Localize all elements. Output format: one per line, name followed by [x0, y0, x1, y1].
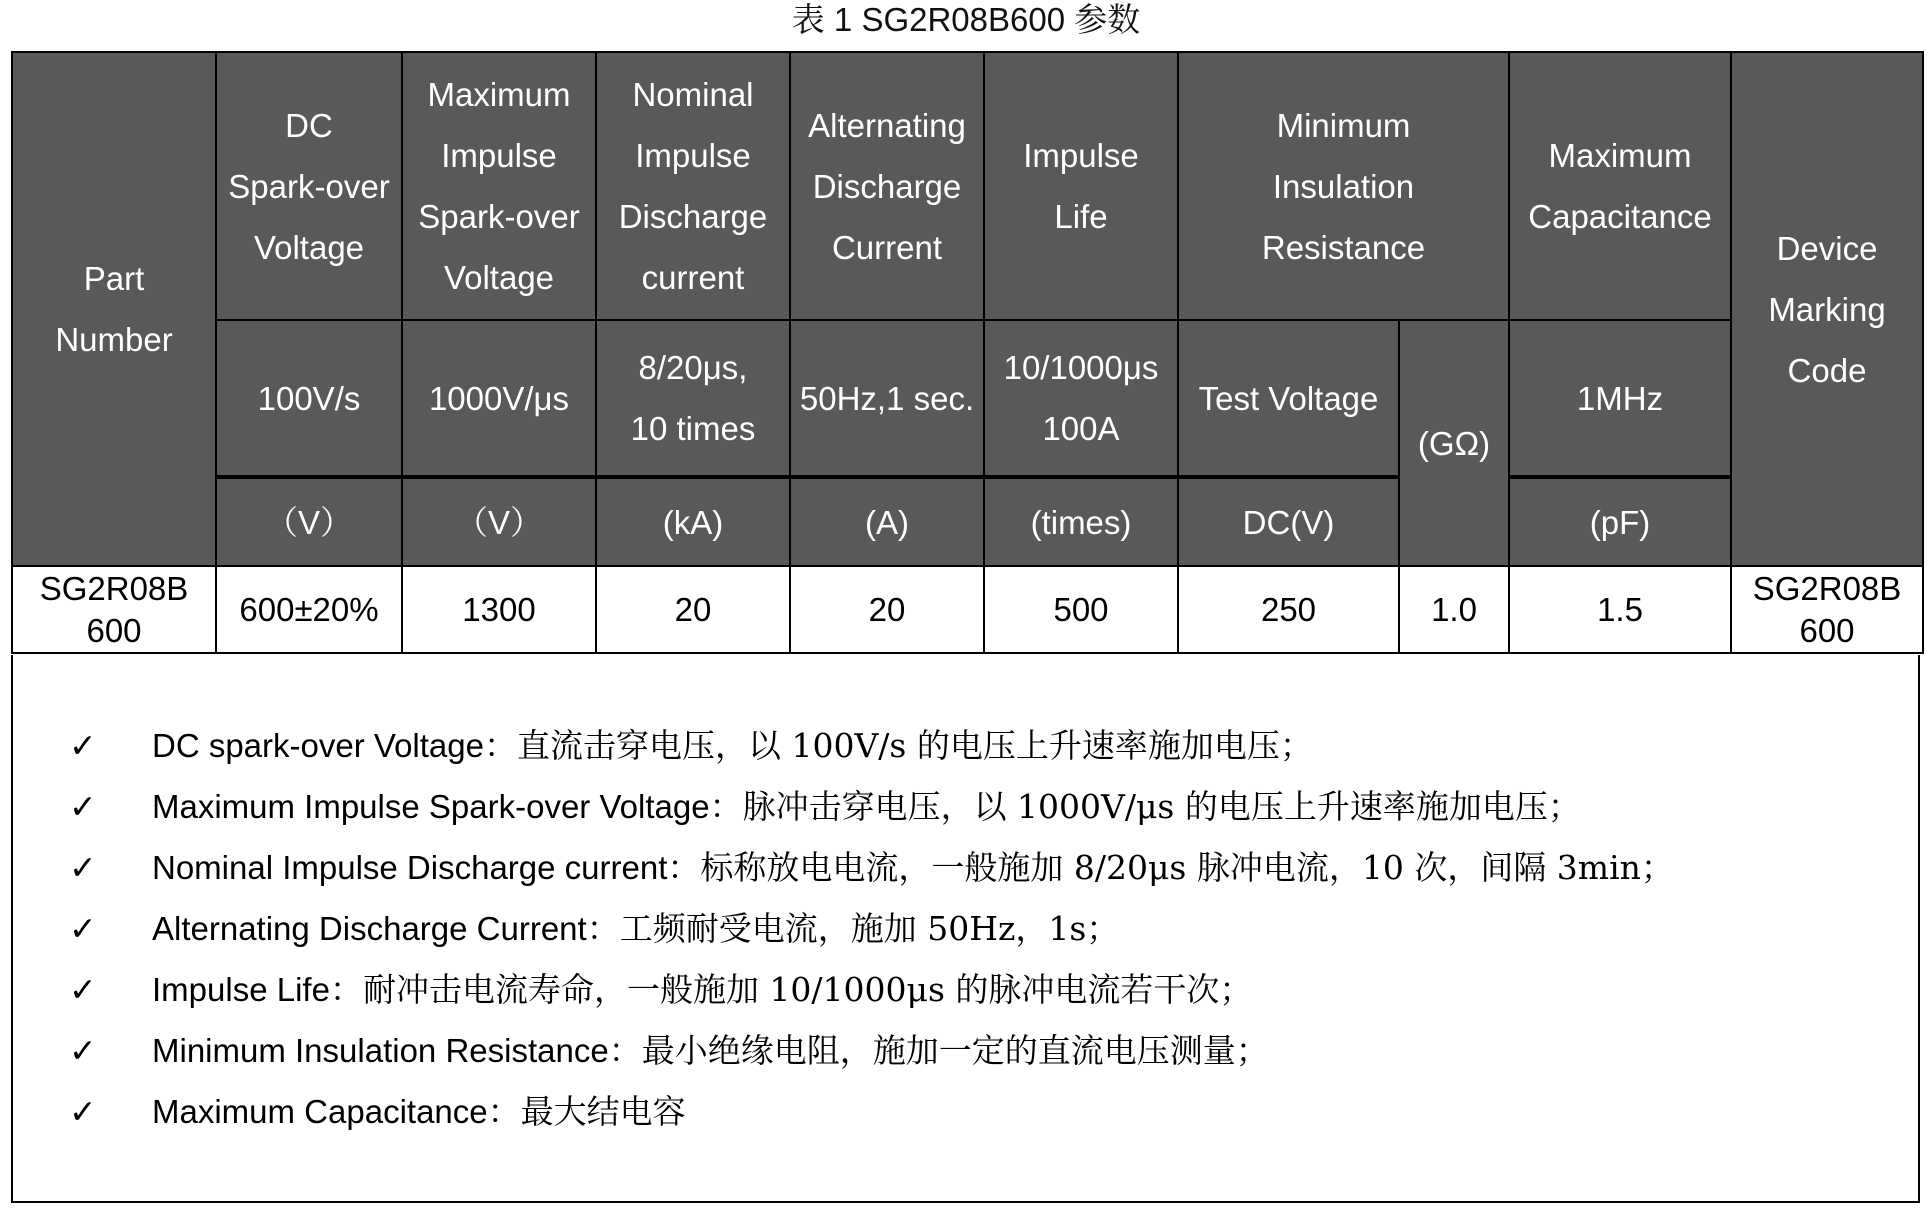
cond-impulse-life: 10/1000μs 100A — [984, 320, 1178, 477]
list-item — [13, 1020, 1913, 1081]
list-item — [13, 715, 1913, 776]
note-desc: 最大结电容 — [520, 1092, 686, 1131]
unit-nominal-discharge: (kA) — [596, 477, 790, 566]
unit-max-impulse: （V） — [402, 477, 596, 566]
unit-alternating: (A) — [790, 477, 984, 566]
unit-resistance: (GΩ) — [1399, 320, 1509, 566]
table-caption: 表 1 SG2R08B600 参数 — [791, 1, 1141, 38]
cond-dc-spark-over: 100V/s — [216, 320, 402, 477]
header-alternating-discharge: Alternating Discharge Current — [790, 52, 984, 320]
cell-impulse-life: 500 — [984, 566, 1178, 653]
cond-max-impulse: 1000V/μs — [402, 320, 596, 477]
note-desc: 直流击穿电压，以 100V/s 的电压上升速率施加电压； — [516, 726, 1313, 765]
note-desc: 耐冲击电流寿命，一般施加 10/1000μs 的脉冲电流若干次； — [362, 970, 1253, 1009]
notes-list — [13, 715, 1913, 1142]
unit-impulse-life: (times) — [984, 477, 1178, 566]
cell-test-voltage: 250 — [1178, 566, 1399, 653]
header-min-insulation: Minimum Insulation Resistance — [1178, 52, 1509, 320]
header-max-impulse-spark-over: Maximum Impulse Spark-over Voltage — [402, 52, 596, 320]
cond-capacitance: 1MHz — [1509, 320, 1731, 477]
spec-table — [11, 51, 1924, 654]
cell-max-impulse: 1300 — [402, 566, 596, 653]
cell-nominal-discharge: 20 — [596, 566, 790, 653]
check-icon: ✓ — [69, 788, 97, 825]
cell-alternating: 20 — [790, 566, 984, 653]
unit-test-voltage: DC(V) — [1178, 477, 1399, 566]
check-icon: ✓ — [69, 971, 97, 1008]
unit-dc-spark-over: （V） — [216, 477, 402, 566]
note-desc: 工频耐受电流，施加 50Hz，1s； — [619, 909, 1120, 948]
list-item — [13, 898, 1913, 959]
table-row — [12, 566, 1923, 653]
check-icon: ✓ — [69, 1032, 97, 1069]
cell-part-number: SG2R08B 600 — [12, 566, 216, 653]
header-marking-code: Device Marking Code — [1731, 52, 1923, 566]
header-dc-spark-over: DC Spark-over Voltage — [216, 52, 402, 320]
note-term: Nominal Impulse Discharge current： — [152, 849, 701, 886]
header-part-number: Part Number — [12, 52, 216, 566]
check-icon: ✓ — [69, 910, 97, 947]
cond-nominal-discharge: 8/20μs, 10 times — [596, 320, 790, 477]
note-term: Maximum Impulse Spark-over Voltage： — [152, 788, 743, 825]
list-item — [13, 959, 1913, 1020]
header-max-capacitance: Maximum Capacitance — [1509, 52, 1731, 320]
note-term: Alternating Discharge Current： — [152, 910, 620, 947]
cell-insulation-resistance: 1.0 — [1399, 566, 1509, 653]
note-term: Maximum Capacitance： — [152, 1093, 521, 1130]
note-desc: 脉冲击穿电压，以 1000V/μs 的电压上升速率施加电压； — [742, 787, 1581, 826]
header-nominal-discharge: Nominal Impulse Discharge current — [596, 52, 790, 320]
list-item — [13, 776, 1913, 837]
cond-alternating: 50Hz,1 sec. — [790, 320, 984, 477]
cell-dc-spark-over: 600±20% — [216, 566, 402, 653]
note-term: DC spark-over Voltage： — [152, 727, 517, 764]
cond-test-voltage: Test Voltage — [1178, 320, 1399, 477]
check-icon: ✓ — [69, 1093, 97, 1130]
note-term: Minimum Insulation Resistance： — [152, 1032, 642, 1069]
note-desc: 最小绝缘电阻，施加一定的直流电压测量； — [641, 1031, 1269, 1070]
notes-box — [11, 655, 1920, 1203]
note-desc: 标称放电电流，一般施加 8/20μs 脉冲电流，10 次，间隔 3min； — [700, 848, 1674, 887]
check-icon: ✓ — [69, 727, 97, 764]
list-item — [13, 837, 1913, 898]
header-impulse-life: Impulse Life — [984, 52, 1178, 320]
cell-capacitance: 1.5 — [1509, 566, 1731, 653]
list-item — [13, 1081, 1913, 1142]
unit-capacitance: (pF) — [1509, 477, 1731, 566]
note-term: Impulse Life： — [152, 971, 363, 1008]
cell-marking-code: SG2R08B 600 — [1731, 566, 1923, 653]
check-icon: ✓ — [69, 849, 97, 886]
